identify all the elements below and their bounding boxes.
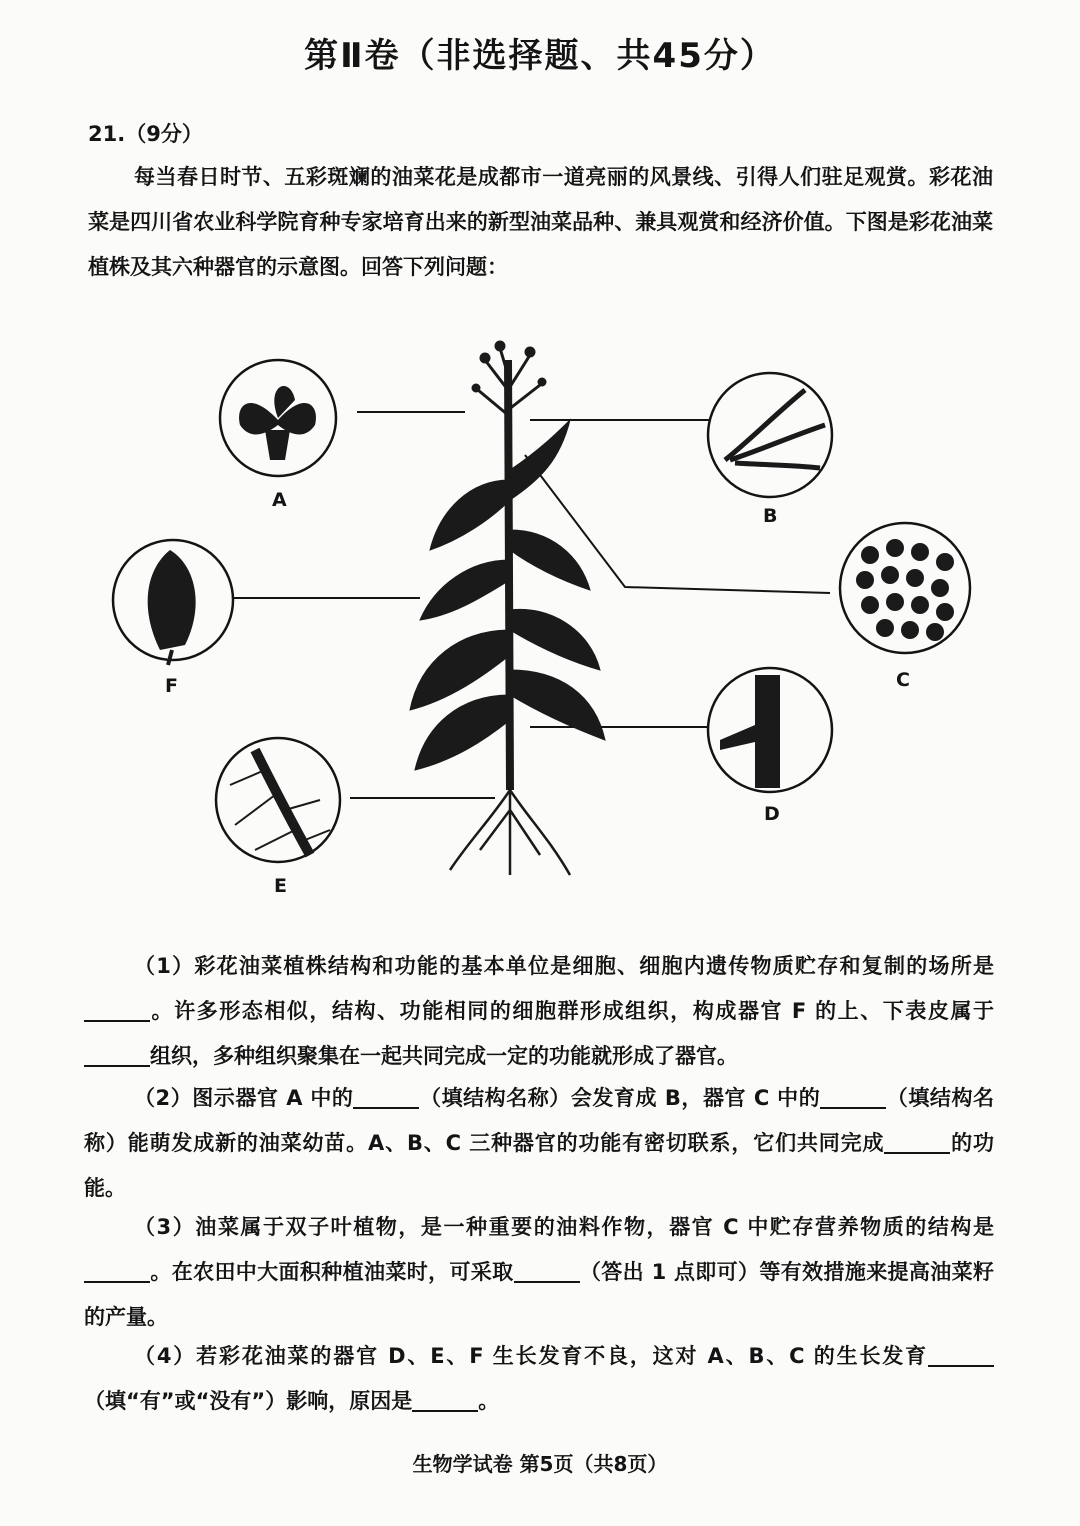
- sub-question-3: （3）油菜属于双子叶植物，是一种重要的油料作物，器官 C 中贮存营养物质的结构是。在农田中大面积种植油菜时，可采取 （答出 1 点即可）等有效措施来提高油菜籽的产量。: [84, 1215, 995, 1329]
- question-number: 21.（9分）: [88, 122, 203, 146]
- plant-figure: [90, 330, 990, 914]
- page-footer: 生物学试卷 第5页（共8页）: [412, 1452, 668, 1476]
- plant-organs-diagram: [90, 330, 990, 910]
- answer-blank[interactable]: [514, 1260, 580, 1283]
- section-title: 第Ⅱ卷（非选择题、共45分）: [304, 36, 776, 76]
- answer-blank[interactable]: [884, 1131, 950, 1154]
- answer-blank[interactable]: [84, 1260, 150, 1283]
- answer-blank[interactable]: [412, 1389, 478, 1412]
- label-f: F: [165, 675, 178, 697]
- sub-question-4: （4）若彩花油菜的器官 D、E、F 生长发育不良，这对 A、B、C 的生长发育（填“有”或“没有”）影响，原因是 。: [84, 1334, 994, 1424]
- question-intro: 每当春日时节、五彩斑斓的油菜花是成都市一道亮丽的风景线、引得人们驻足观赏。彩花油菜是四川省农业科学院育种专家培育出来的新型油菜品种、兼具观赏和经济价值。下图是彩花油菜植株及其六种器官的示意图。回答下列问题：: [88, 165, 993, 279]
- label-d: D: [764, 803, 780, 825]
- answer-blank[interactable]: [353, 1086, 419, 1109]
- answer-blank[interactable]: [84, 999, 150, 1022]
- answer-blank[interactable]: [84, 1044, 150, 1067]
- sub-question-2: （2）图示器官 A 中的 （填结构名称）会发育成 B，器官 C 中的 （填结构名称）能萌发成新的油菜幼苗。A、B、C 三种器官的功能有密切联系，它们共同完成 的功能。: [84, 1086, 995, 1200]
- label-a: A: [272, 489, 287, 511]
- organ-circle-b: [708, 373, 832, 497]
- label-c: C: [896, 669, 910, 691]
- answer-blank[interactable]: [928, 1344, 994, 1367]
- label-b: B: [763, 505, 778, 527]
- answer-blank[interactable]: [820, 1086, 886, 1109]
- label-e: E: [274, 875, 287, 897]
- sub-question-1: （1）彩花油菜植株结构和功能的基本单位是细胞、细胞内遗传物质贮存和复制的场所是。许多形态相似，结构、功能相同的细胞群形成组织，构成器官 F 的上、下表皮属于组织，多种组织聚集在一起共同完成一定的功能就形成了器官。: [84, 944, 994, 1079]
- rapeseed-plant: [410, 341, 605, 875]
